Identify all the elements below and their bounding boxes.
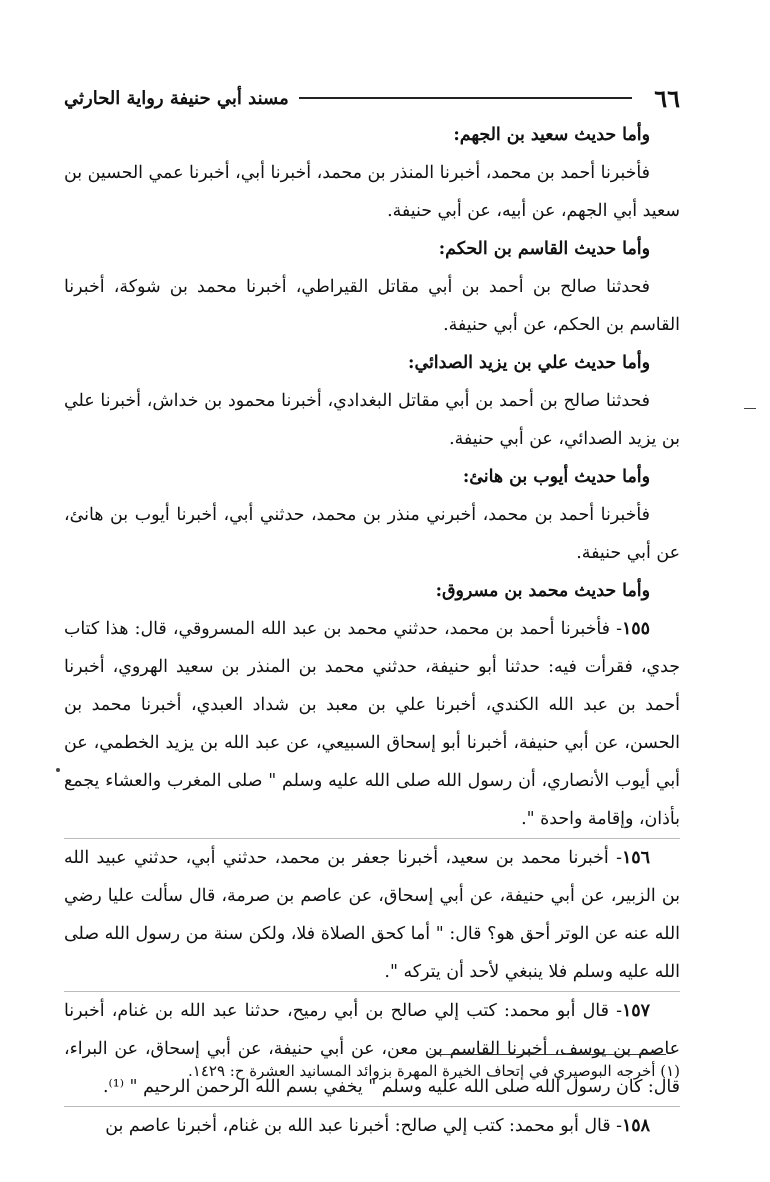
book-title: مسند أبي حنيفة رواية الحارثي bbox=[64, 87, 289, 109]
header-rule bbox=[299, 97, 632, 99]
hadith-paragraph bbox=[64, 1106, 680, 1145]
running-header bbox=[64, 80, 680, 116]
hadith-text: - قال أبو محمد: كتب إلي صالح: أخبرنا عبد الله بن غنام، أخبرنا عاصم بن bbox=[105, 1116, 622, 1136]
hadith-number: ١٥٨ bbox=[621, 1116, 650, 1136]
margin-mark bbox=[744, 408, 756, 409]
hadith-paragraph bbox=[64, 610, 680, 838]
section-text: فحدثنا صالح بن أحمد بن أبي مقاتل البغدادي، أخبرنا محمود بن خداش، أخبرنا علي بن يزيد الصدائي، عن أبي حنيفة. bbox=[64, 391, 680, 449]
hadith-number: ١٥٥ bbox=[621, 619, 650, 639]
page-body bbox=[64, 116, 680, 1145]
hadith-text: - قال أبو محمد: كتب إلي صالح بن أبي رميح، حدثنا عبد الله بن غنام، أخبرنا عاصم بن يوسف، أخبرنا القاسم بن معن، عن أبي حنيفة، عن أبي إسحاق، عن البراء، قال: كان رسول الله صلى الله عليه وسلم " يخفي بسم الله الرحمن الرحيم " ⁽¹⁾. bbox=[64, 1001, 680, 1097]
hadith-paragraph bbox=[64, 838, 680, 991]
hadith-number: ١٥٧ bbox=[621, 1001, 650, 1021]
section-heading: وأما حديث أيوب بن هانئ: bbox=[462, 467, 650, 487]
section-text: فأخبرنا أحمد بن محمد، أخبرني منذر بن محمد، حدثني أبي، أخبرنا أيوب بن هانئ، عن أبي حنيفة. bbox=[64, 505, 680, 563]
margin-dot bbox=[56, 768, 60, 772]
section-heading: وأما حديث سعيد بن الجهم: bbox=[453, 125, 650, 145]
section-text: فأخبرنا أحمد بن محمد، أخبرنا المنذر بن محمد، أخبرنا أبي، أخبرنا عمي الحسين بن سعيد أبي الجهم، عن أبيه، عن أبي حنيفة. bbox=[64, 163, 680, 221]
hadith-text: - أخبرنا محمد بن سعيد، أخبرنا جعفر بن محمد، حدثني أبي، حدثني عبيد الله بن الزبير، عن أبي حنيفة، عن أبي إسحاق، عن عاصم بن صرمة، قال سألت عليا رضي الله عنه عن الوتر أحق هو؟ قال: " أما كحق الصلاة فلا، ولكن سنة من رسول الله صلى الله عليه وسلم فلا ينبغي لأحد أن يتركه ". bbox=[64, 848, 680, 982]
section-heading: وأما حديث محمد بن مسروق: bbox=[435, 581, 650, 601]
footnote: (١) أخرجه البوصيري في إتحاف الخيرة المهرة بزوائد المسانيد العشرة ح: ١٤٢٩. bbox=[188, 1062, 680, 1080]
hadith-paragraph bbox=[64, 991, 680, 1106]
section-heading: وأما حديث علي بن يزيد الصدائي: bbox=[408, 353, 650, 373]
hadith-text: - فأخبرنا أحمد بن محمد، حدثني محمد بن عبد الله المسروقي، قال: هذا كتاب جدي، فقرأت فيه: حدثنا أبو حنيفة، حدثني محمد بن المنذر بن سعيد الهروي، أخبرنا أحمد بن عبد الله الكندي، أخبرنا علي بن معبد بن شداد العبدي، أخبرنا محمد بن الحسن، عن أبي حنيفة، أخبرنا أبو إسحاق السبيعي، عن عبد الله بن يزيد الخطمي، عن أبي أيوب الأنصاري، أن رسول الله صلى الله عليه وسلم " صلى المغرب والعشاء يجمع بأذان، وإقامة واحدة ". bbox=[64, 619, 680, 829]
page-number: ٦٦ bbox=[654, 83, 680, 113]
footnote-rule bbox=[430, 1054, 666, 1055]
section-text: فحدثنا صالح بن أحمد بن أبي مقاتل القيراطي، أخبرنا محمد بن شوكة، أخبرنا القاسم بن الحكم، عن أبي حنيفة. bbox=[64, 277, 680, 335]
hadith-number: ١٥٦ bbox=[621, 848, 650, 868]
section-heading: وأما حديث القاسم بن الحكم: bbox=[438, 239, 650, 259]
